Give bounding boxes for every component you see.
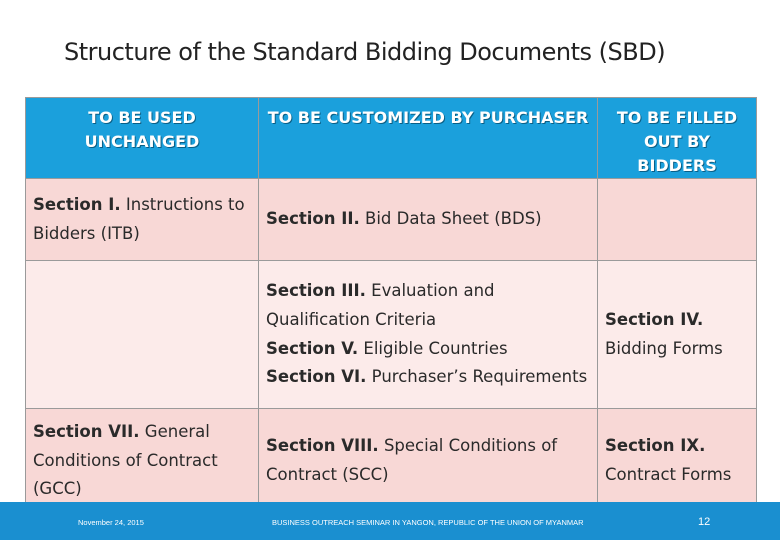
- section-8-text: Special Conditions of Contract (SCC): [266, 436, 558, 484]
- table-header-row: [26, 98, 757, 179]
- table-row: [26, 261, 757, 409]
- cell-empty: [598, 179, 757, 261]
- section-1-label: Section I.: [33, 194, 121, 214]
- footer-event-name: BUSINESS OUTREACH SEMINAR IN YANGON, REPUBLIC OF THE UNION OF MYANMAR: [272, 518, 584, 527]
- section-3-text: Evaluation and Qualification Criteria: [266, 280, 495, 329]
- page-number: 12: [698, 516, 711, 528]
- slide-title: Structure of the Standard Bidding Documents (SBD): [64, 38, 666, 66]
- section-9-label: Section IX.: [605, 436, 706, 456]
- section-7-label: Section VII.: [33, 421, 140, 441]
- table-row: [26, 179, 757, 261]
- section-8-label: Section VIII.: [266, 436, 379, 456]
- cell-section-9: [598, 409, 757, 514]
- section-2-label: Section II.: [266, 209, 360, 229]
- cell-section-2: [259, 179, 598, 261]
- section-6-entry: [266, 363, 590, 392]
- section-4-label: Section IV.: [605, 309, 704, 329]
- section-5-label: Section V.: [266, 338, 359, 358]
- sbd-structure-table: [25, 97, 757, 514]
- section-3-label: Section III.: [266, 280, 366, 300]
- header-used-unchanged: TO BE USED UNCHANGED: [26, 98, 259, 179]
- section-9-text: Contract Forms: [605, 465, 732, 484]
- header-customized-by-purchaser: TO BE CUSTOMIZED BY PURCHASER: [259, 98, 598, 179]
- cell-section-4: [598, 261, 757, 409]
- cell-section-1: [26, 179, 259, 261]
- cell-section-7: [26, 409, 259, 514]
- section-3-entry: [266, 277, 590, 335]
- section-6-label: Section VI.: [266, 367, 367, 387]
- section-2-text: Bid Data Sheet (BDS): [365, 209, 542, 229]
- footer-bar: [0, 502, 780, 540]
- section-1-text: Instructions to Bidders (ITB): [33, 194, 245, 243]
- cell-section-8: [259, 409, 598, 514]
- section-5-entry: [266, 335, 590, 364]
- section-5-text: Eligible Countries: [363, 338, 508, 358]
- footer-date: November 24, 2015: [78, 518, 144, 527]
- section-7-text: General Conditions of Contract (GCC): [33, 421, 218, 499]
- section-6-text: Purchaser’s Requirements: [371, 367, 588, 387]
- table-row: [26, 409, 757, 514]
- cell-sections-3-5-6: [259, 261, 598, 409]
- cell-empty: [26, 261, 259, 409]
- section-4-text: Bidding Forms: [605, 338, 723, 358]
- header-filled-out-by-bidders: TO BE FILLED OUT BY BIDDERS: [598, 98, 757, 179]
